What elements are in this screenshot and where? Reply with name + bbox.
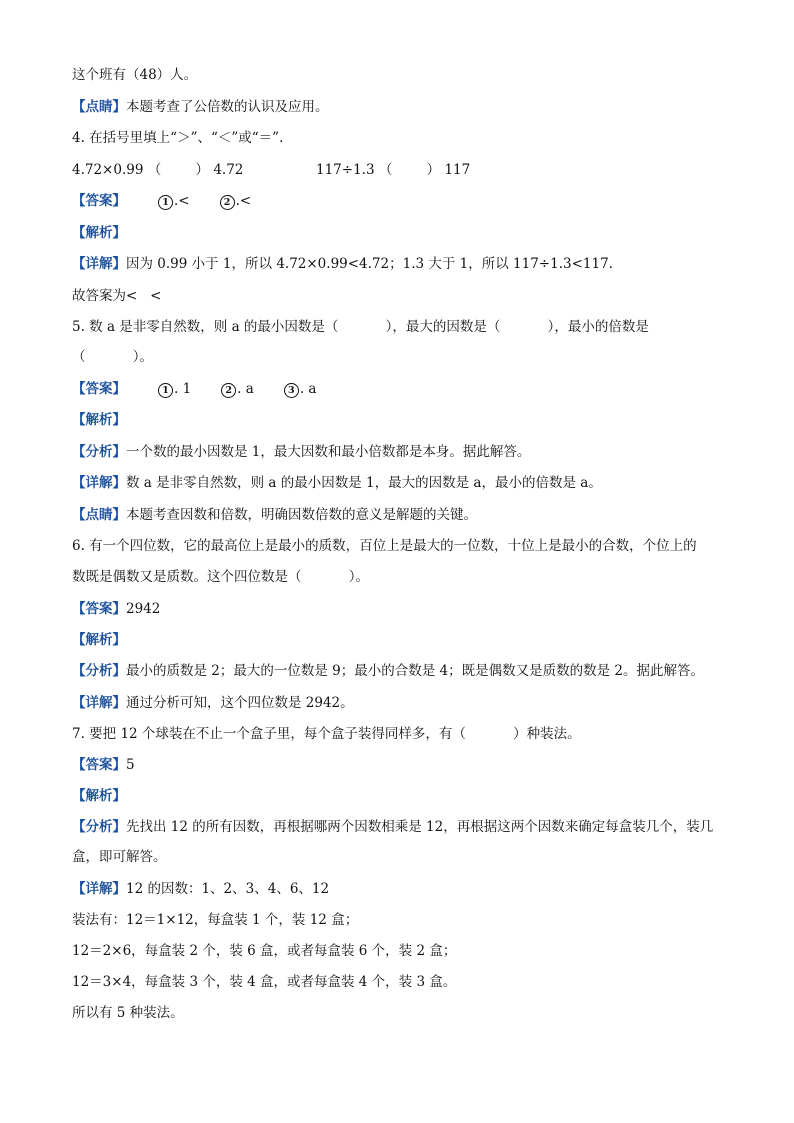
dianjing-text: 本题考查因数和倍数，明确因数倍数的意义是解题的关键。 bbox=[126, 507, 477, 523]
jiexi-line bbox=[72, 411, 126, 429]
answer-line bbox=[72, 756, 135, 774]
xiangjie-text: 通过分析可知，这个四位数是 2942。 bbox=[126, 695, 354, 711]
text-line: 装法有：12＝1×12，每盒装 1 个，装 12 盒； bbox=[72, 912, 359, 928]
answer-line bbox=[72, 192, 251, 210]
xiangjie-tag: 【详解】 bbox=[72, 881, 126, 897]
xiangjie-line bbox=[72, 255, 613, 273]
answer-tag: 【答案】 bbox=[72, 193, 126, 209]
jiexi-line bbox=[72, 224, 126, 242]
dianjing-tag: 【点睛】 bbox=[72, 99, 126, 115]
dianjing-text: 本题考查了公倍数的认识及应用。 bbox=[126, 99, 329, 115]
dianjing-tag: 【点睛】 bbox=[72, 507, 126, 523]
xiangjie-text: 数 a 是非零自然数，则 a 的最小因数是 1，最大的因数是 a，最小的倍数是 a。 bbox=[126, 475, 602, 491]
text-line: 这个班有（48）人。 bbox=[72, 67, 198, 83]
xiangjie-line bbox=[72, 880, 329, 898]
circled-number-icon: 3 bbox=[284, 383, 299, 398]
fenxi-line bbox=[72, 662, 704, 680]
xiangjie-line bbox=[72, 694, 354, 712]
fenxi-tag: 【分析】 bbox=[72, 819, 126, 835]
question-5-cont: （ ）。 bbox=[72, 349, 153, 365]
xiangjie-tag: 【详解】 bbox=[72, 256, 126, 272]
jiexi-line bbox=[72, 787, 126, 805]
xiangjie-tag: 【详解】 bbox=[72, 695, 126, 711]
xiangjie-text: 12 的因数：1、2、3、4、6、12 bbox=[126, 881, 330, 897]
answer-value: .< bbox=[174, 193, 190, 209]
fenxi-line bbox=[72, 818, 713, 836]
answer-tag: 【答案】 bbox=[72, 601, 126, 617]
circled-number-icon: 1 bbox=[158, 383, 173, 398]
xiangjie-text: 因为 0.99 小于 1，所以 4.72×0.99<4.72；1.3 大于 1，所以 117÷1.3<117. bbox=[126, 256, 613, 272]
answer-value: .< bbox=[235, 193, 252, 209]
answer-value: 5 bbox=[126, 757, 135, 773]
dianjing-line bbox=[72, 98, 329, 116]
text-line: 12＝3×4，每盒装 3 个，装 4 盒，或者每盒装 4 个，装 3 盒。 bbox=[72, 974, 457, 990]
question-4: 4. 在括号里填上“＞”、“＜”或“＝”. bbox=[72, 130, 284, 146]
jiexi-tag: 【解析】 bbox=[72, 412, 126, 428]
question-4-expr-2: 117÷1.3 （ ） 117 bbox=[316, 162, 471, 178]
jiexi-tag: 【解析】 bbox=[72, 225, 126, 241]
circled-number-icon: 1 bbox=[158, 195, 173, 210]
fenxi-text: 一个数的最小因数是 1，最大因数和最小倍数都是本身。据此解答。 bbox=[126, 444, 531, 460]
circled-number-icon: 2 bbox=[220, 195, 235, 210]
circled-number-icon: 2 bbox=[221, 383, 236, 398]
fenxi-tag: 【分析】 bbox=[72, 444, 126, 460]
fenxi-cont: 盒，即可解答。 bbox=[72, 849, 167, 865]
jiexi-tag: 【解析】 bbox=[72, 788, 126, 804]
answer-line bbox=[72, 600, 160, 618]
text-line: 12＝2×6，每盒装 2 个，装 6 盒，或者每盒装 6 个，装 2 盒； bbox=[72, 943, 457, 959]
question-4-expr-1: 4.72×0.99 （ ） 4.72 bbox=[72, 162, 244, 178]
answer-tag: 【答案】 bbox=[72, 757, 126, 773]
jiexi-tag: 【解析】 bbox=[72, 632, 126, 648]
answer-value: . 1 bbox=[174, 381, 192, 397]
text-line: 所以有 5 种装法。 bbox=[72, 1005, 184, 1021]
question-5: 5. 数 a 是非零自然数，则 a 的最小因数是（ ），最大的因数是（ ），最小的倍数是 bbox=[72, 319, 649, 335]
answer-tag: 【答案】 bbox=[72, 381, 126, 397]
fenxi-text: 最小的质数是 2；最大的一位数是 9；最小的合数是 4；既是偶数又是质数的数是 2。据此解答。 bbox=[126, 663, 705, 679]
answer-value: 2942 bbox=[126, 601, 161, 617]
question-6: 6. 有一个四位数，它的最高位上是最小的质数，百位上是最大的一位数，十位上是最小的合数，个位上的 bbox=[72, 538, 697, 554]
xiangjie-tag: 【详解】 bbox=[72, 475, 126, 491]
fenxi-line bbox=[72, 443, 530, 461]
answer-value: . a bbox=[237, 381, 254, 397]
text-line: 故答案为< < bbox=[72, 288, 162, 304]
question-6-cont: 数既是偶数又是质数。这个四位数是（ ）。 bbox=[72, 569, 369, 585]
question-7: 7. 要把 12 个球装在不止一个盒子里，每个盒子装得同样多，有（ ）种装法。 bbox=[72, 726, 581, 742]
jiexi-line bbox=[72, 631, 126, 649]
fenxi-text: 先找出 12 的所有因数，再根据哪两个因数相乘是 12，再根据这两个因数来确定每盒装几个，装几 bbox=[126, 819, 714, 835]
answer-line bbox=[72, 380, 316, 398]
dianjing-line bbox=[72, 506, 477, 524]
answer-value: . a bbox=[299, 381, 317, 397]
fenxi-tag: 【分析】 bbox=[72, 663, 126, 679]
xiangjie-line bbox=[72, 474, 602, 492]
